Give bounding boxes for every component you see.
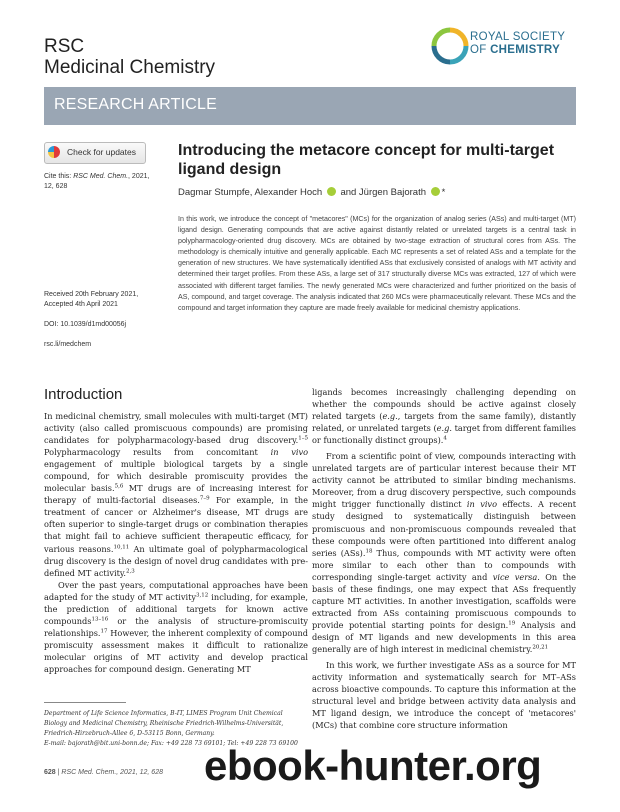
footer-separator: | [57,769,60,776]
article-type-banner [44,87,576,125]
authors-part2: and Jürgen Bajorath [340,187,426,198]
check-for-updates-label: Check for updates [67,147,136,157]
body-column-left [44,410,308,675]
body-paragraph: ligands becomes increasingly challenging depending on whether the compounds should be active against closely related targets (e.g., targets from the same family), distantly related, or unrelated targets (e.g. target from different families or functionally distinct groups).$^4$ [312,387,576,446]
publisher-line2-bold: CHEMISTRY [490,44,561,56]
publisher-line1: ROYAL SOCIETY [470,31,566,43]
authors-part1: Dagmar Stumpfe, Alexander Hoch [178,187,323,198]
citation [44,172,154,192]
footnote-divider [44,702,126,703]
corresponding-author-marker: * [441,187,446,198]
journal-name-line1: RSC [44,36,85,57]
doi[interactable]: DOI: 10.1039/d1md00056j [44,321,127,328]
article-title: Introducing the metacore concept for multi-target ligand design [178,142,555,178]
article-type-label: RESEARCH ARTICLE [54,96,217,113]
affiliation-line: Biology and Medicinal Chemistry, Rheinische Friedrich-Wilhelms-Universität, [44,720,284,727]
citation-label: Cite this: [44,173,74,180]
abstract-text: In this work, we introduce the concept of "metacores" (MCs) for the organization of analog series (ASs) and multi-target (MT) ligand design. Generating compounds that are active against distantly related or unrelated targets is a central task in polypharmacology-oriented drug discovery. MCs are obtained by two-stage extraction of structural cores from ASs. The methodology is chemically intuitive and generally applicable. Each MC represents a set of related ASs and a template for the generation of new structures. We have systematically identified ASs that exclusively consisted of analogs with MT activity and determined their target profiles. From these ASs, a large set of 317 structurally diverse MCs was extracted, 127 of which were associated with different target families. The newly generated MCs were characterized and further prioritized on the basis of AS, compound, and target coverage. The analysis indicated that 260 MCs were pharmaceutically relevant. These MCs and the compound and target information they capture are made freely available for medicinal chemistry applications. [178,215,576,312]
body-paragraph: Over the past years, computational approaches have been adapted for the study of MT activity$^{3,12}$ including, for example, the prediction of additional targets for known active compounds$^{13-16}$ or the analysis of structure-promiscuity relationships.$^{17}$ However, the inherent complexity of compound promiscuity assessment makes it difficult to rationalize molecular origins of MT activity and develop practical approaches for compound design. Generating MT [44,579,308,674]
journal-link[interactable]: rsc.li/medchem [44,341,92,348]
section-heading-introduction: Introduction [44,386,123,403]
journal-name [44,36,215,78]
accepted-date: Accepted 4th April 2021 [44,301,118,308]
publisher-name [470,31,565,57]
rsc-logo-icon [430,26,470,70]
page-number: 628 [44,769,56,776]
received-date: Received 20th February 2021, [44,291,139,298]
footer-journal: RSC Med. Chem., 2021, 12, 628 [61,769,163,776]
body-paragraph: In this work, we further investigate ASs as a source for MT activity information and systematically search for MT–ASs across bioactive compounds. To capture this information at the structural level and bridge between activity data analysis and MT ligand design, we introduce the concept of 'metacores' (MCs) that combine core structure information [312,660,576,731]
publisher-line2-prefix: OF [470,44,491,56]
affiliation-line: Department of Life Science Informatics, B-IT, LIMES Program Unit Chemical [44,710,283,717]
check-for-updates-button[interactable] [44,142,146,164]
citation-journal: RSC Med. Chem. [73,173,129,180]
affiliation-line: Friedrich-Hirzebruch-Allee 6, D-53115 Bonn, Germany. [44,730,215,737]
abstract [178,214,576,314]
body-paragraph: From a scientific point of view, compounds interacting with unrelated targets are of particular interest because their MT activity cannot be attributed to similar binding mechanisms. Moreover, from a drug discovery perspective, such compounds might trigger functionally distinct in vivo effects. A recent study designed to systematically distinguish between promiscuous and non-promiscuous compounds revealed that these compounds were often partitioned into different analog series (ASs).$^{18}$ Thus, compounds with MT activity were often more similar to each other than to compounds with corresponding single-target activity and vice versa. On the basis of these findings, one may expect that ASs frequently capture MT activities. In another investigation, scaffolds were extracted from ASs containing promiscuous compounds to provide potential starting points for design.$^{19}$ Analysis and design of MT ligands and new developments in this area generally are of high interest in medicinal chemistry.$^{20,21}$ [312,451,577,654]
orcid-icon[interactable] [431,187,440,196]
orcid-icon[interactable] [327,187,336,196]
body-column-right [312,386,576,731]
affiliation-contact: E-mail: bajorath@bit.uni-bonn.de; Fax: +49 228 73 69101; Tel: +49 228 73 69100 [44,740,298,747]
citation-details: , 2021, 12, 628 [44,173,150,190]
body-paragraph: In medicinal chemistry, small molecules with multi-target (MT) activity (also called promiscuous compounds) are promising candidates for polypharmacology-based drug discovery.$^{1-5}$ Polypharmacology results from concomitant in vivo engagement of multiple biological targets by a single compound, for which desirable promiscuity provides the molecular basis.$^{5,6}$ MT drugs are of increasing interest for therapy of multi-factorial diseases.$^{7-9}$ For example, in the treatment of cancer or Alzheimer's disease, MT drugs are often superior to single-target drugs or combination therapies that might fail to achieve sufficient therapeutic efficacy, for various reasons.$^{10,11}$ An ultimate goal of polypharmacological drug discovery is the design of novel drug candidates with pre-defined MT activity.$^{2,3}$ [44,411,309,578]
journal-name-line2: Medicinal Chemistry [44,57,216,78]
crossmark-icon [48,146,60,158]
author-list [178,187,445,198]
watermark: ebook-hunter.org [204,742,542,789]
page-footer [44,769,163,776]
